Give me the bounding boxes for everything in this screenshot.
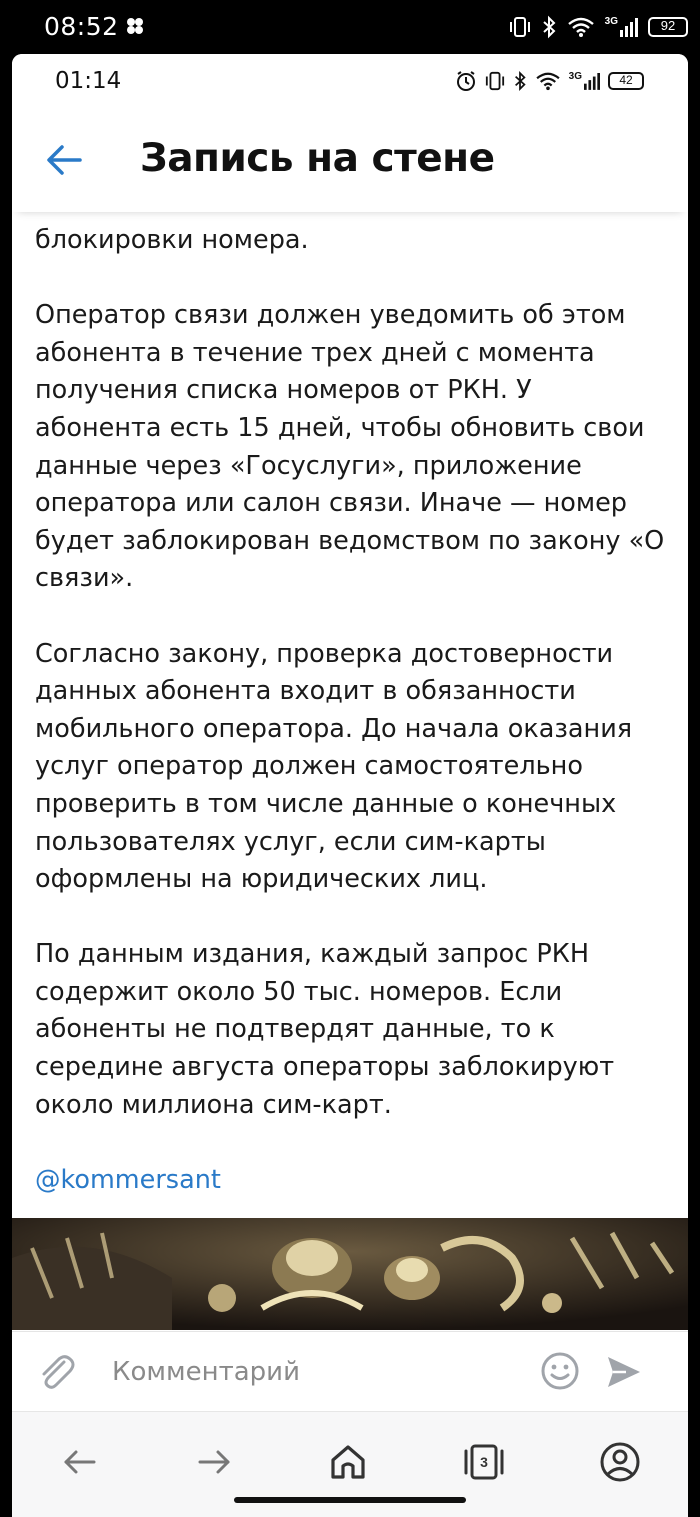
home-indicator[interactable] <box>234 1497 466 1503</box>
bluetooth-icon <box>513 70 527 92</box>
profile-icon[interactable] <box>598 1440 642 1484</box>
home-icon[interactable] <box>326 1440 370 1484</box>
paperclip-icon[interactable] <box>34 1350 78 1394</box>
browser-forward-icon[interactable] <box>192 1440 236 1484</box>
browser-back-icon[interactable] <box>58 1440 102 1484</box>
app-header <box>12 108 688 212</box>
comment-input[interactable] <box>112 1348 512 1396</box>
alarm-icon <box>455 70 477 92</box>
wifi-icon <box>535 71 561 91</box>
send-icon[interactable] <box>604 1352 644 1392</box>
inner-status-bar <box>12 54 688 108</box>
network-type-label: 3G <box>568 71 582 82</box>
vibrate-icon <box>509 15 531 39</box>
coin-photo-image <box>12 1218 688 1330</box>
battery-icon <box>648 17 688 37</box>
post-text <box>35 222 665 1199</box>
device-clock: 08:52 <box>44 12 119 41</box>
comment-bar <box>12 1331 688 1411</box>
bluetooth-icon <box>541 15 557 39</box>
inner-clock: 01:14 <box>55 68 122 94</box>
tabs-button[interactable] <box>462 1440 506 1484</box>
battery-level: 42 <box>619 73 633 87</box>
battery-icon <box>608 72 644 90</box>
emoji-icon[interactable] <box>540 1351 580 1391</box>
author-tag-link[interactable]: @kommersant <box>35 1164 221 1195</box>
paragraph: Оператор связи должен уведомить об этом абонента в течение трех дней с момента получения списка номеров от РКН. У абонента есть 15 дней, чтобы обновить свои данные через «Госуслуги», приложение оператора или салон связи. Иначе — номер будет заблокирован ведомством по закону «О связи». <box>35 300 665 594</box>
tab-count: 3 <box>480 1454 488 1470</box>
paragraph: Согласно закону, проверка достоверности данных абонента входит в обязанности мобильного оператора. До начала оказания услуг оператор должен самостоятельно проверить в том числе данные о конечных пользователях услуг, если сим-карты оформлены на юридических лиц. <box>35 638 633 895</box>
cellular-signal-icon <box>605 16 638 38</box>
phone-screen <box>12 54 688 1517</box>
vibrate-icon <box>485 70 505 92</box>
notification-icon <box>124 15 146 37</box>
page-title: Запись на стене <box>140 136 495 181</box>
post-photo[interactable] <box>12 1218 688 1330</box>
network-type-label: 3G <box>604 16 618 27</box>
cellular-signal-icon <box>569 71 600 91</box>
paragraph: По данным издания, каждый запрос РКН содержит около 50 тыс. номеров. Если абоненты не подтвердят данные, то к середине августа операторы заблокируют около миллиона сим-карт. <box>35 939 615 1120</box>
device-status-bar <box>0 0 700 54</box>
battery-level: 92 <box>660 18 676 33</box>
wifi-icon <box>567 16 595 38</box>
post-content[interactable] <box>12 212 688 1376</box>
text-line-partial: блокировки номера. <box>35 225 309 255</box>
back-arrow-icon[interactable] <box>42 138 86 182</box>
